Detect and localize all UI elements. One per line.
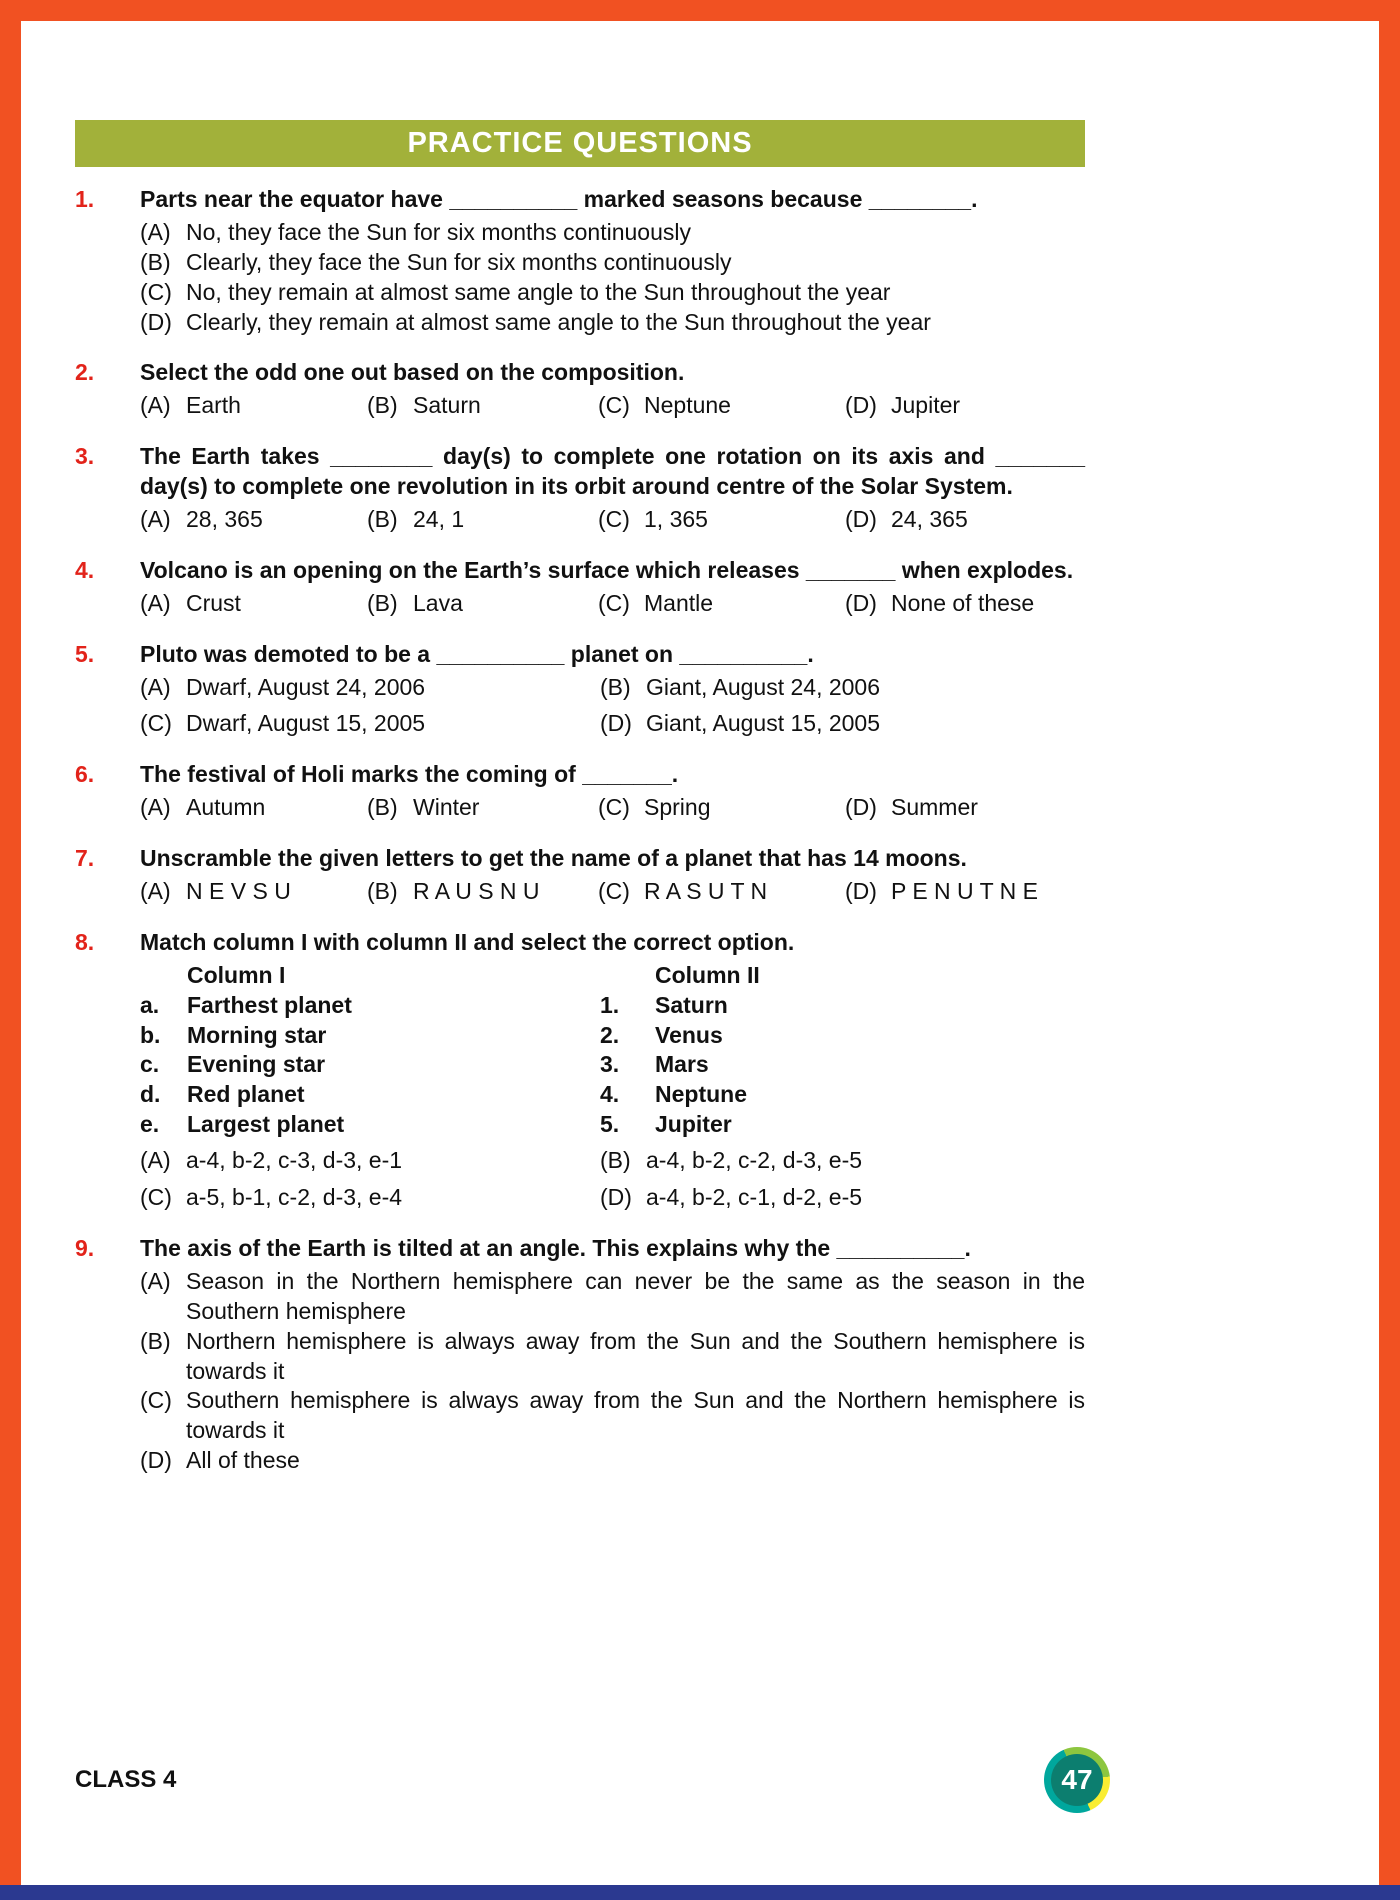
spacer (140, 961, 187, 991)
option-label: (D) (845, 589, 877, 616)
page-number: 47 (1061, 1764, 1093, 1795)
option-label: (A) (140, 1267, 171, 1294)
question (75, 358, 1085, 421)
option-label: (C) (140, 278, 172, 305)
page-footer (75, 1747, 1110, 1813)
option-text: R A S U T N (644, 878, 768, 905)
section-header: PRACTICE QUESTIONS (75, 120, 1085, 167)
option (140, 391, 367, 421)
match-text: Saturn (655, 991, 728, 1018)
option (140, 877, 367, 907)
match-text: Morning star (187, 1021, 327, 1048)
question-text: Parts near the equator have __________ marked seasons because ________. (140, 186, 978, 212)
options (140, 1267, 1085, 1476)
option (140, 709, 600, 739)
match-col2-header: Column II (655, 961, 760, 988)
match-text: Mars (655, 1051, 709, 1078)
class-label: CLASS 4 (75, 1766, 177, 1793)
option-label: (D) (140, 1447, 172, 1474)
option (140, 1327, 1085, 1387)
option (845, 391, 1085, 421)
option-text: Southern hemisphere is always away from the Sun and the Northern hemisphere is towards it (186, 1387, 1085, 1444)
match-text: Venus (655, 1021, 723, 1048)
option-text: All of these (186, 1447, 300, 1474)
option-text: N E V S U (186, 878, 291, 905)
option (140, 793, 367, 823)
match-key: a. (140, 991, 160, 1018)
option-label: (C) (598, 392, 630, 419)
option (140, 1386, 1085, 1446)
option (598, 793, 845, 823)
question-body (140, 556, 1085, 619)
match-table (140, 961, 1085, 1140)
option (600, 709, 1085, 739)
question-number: 3. (75, 443, 95, 470)
option-text: Summer (891, 794, 978, 821)
option-text: Season in the Northern hemisphere can never be the same as the season in the Southern hemisphere (186, 1267, 1085, 1324)
option (140, 308, 1085, 338)
option-label: (D) (140, 308, 172, 335)
paper (21, 21, 1379, 1885)
option-label: (D) (600, 1184, 632, 1211)
match-key: b. (140, 1021, 161, 1048)
option-label: (C) (598, 589, 630, 616)
match-key: e. (140, 1111, 160, 1138)
option-text: a-4, b-2, c-3, d-3, e-1 (186, 1147, 403, 1174)
question-text: Pluto was demoted to be a __________ planet on __________. (140, 640, 814, 667)
question (75, 442, 1085, 535)
option-text: Saturn (413, 392, 481, 419)
option-text: Winter (413, 794, 480, 821)
question (75, 928, 1085, 1213)
option-label: (A) (140, 878, 171, 905)
option-label: (A) (140, 218, 171, 245)
question-body (140, 1234, 1085, 1476)
option-text: Neptune (644, 392, 731, 419)
option (367, 877, 598, 907)
page-number-badge (1051, 1754, 1103, 1806)
option-label: (B) (600, 1147, 631, 1174)
option-label: (B) (367, 794, 398, 821)
question-text: The axis of the Earth is tilted at an angle. This explains why the __________. (140, 1234, 971, 1261)
options (140, 391, 1085, 421)
option (600, 673, 1085, 703)
question (75, 556, 1085, 619)
option (367, 589, 598, 619)
option (598, 877, 845, 907)
option-text: None of these (891, 589, 1035, 616)
question (75, 1234, 1085, 1476)
options (140, 673, 1085, 740)
option (140, 218, 1085, 248)
question-body (140, 844, 1085, 907)
option (140, 1146, 600, 1176)
option (367, 391, 598, 421)
question-number: 9. (75, 1234, 95, 1261)
question (75, 185, 1085, 337)
options (140, 1146, 1085, 1213)
option (140, 1267, 1085, 1327)
option (598, 589, 845, 619)
match-key: 3. (600, 1051, 620, 1078)
option (140, 1183, 600, 1213)
question-body (140, 760, 1085, 823)
match-key: 2. (600, 1021, 620, 1048)
option (140, 589, 367, 619)
option-text: No, they face the Sun for six months continuously (186, 218, 691, 245)
option-label: (A) (140, 392, 171, 419)
option (367, 505, 598, 535)
option-text: a-5, b-1, c-2, d-3, e-4 (186, 1184, 403, 1211)
option-text: Dwarf, August 24, 2006 (186, 673, 426, 700)
question-body (140, 185, 1085, 337)
match-text: Red planet (187, 1081, 305, 1108)
option-label: (C) (598, 794, 630, 821)
match-key: 1. (600, 991, 620, 1018)
option-label: (D) (845, 506, 877, 533)
option-text: Lava (413, 589, 463, 616)
option-text: Giant, August 24, 2006 (646, 673, 881, 700)
option-label: (B) (367, 506, 398, 533)
option-text: R A U S N U (413, 878, 540, 905)
option (140, 248, 1085, 278)
question-number: 7. (75, 845, 95, 872)
match-text: Evening star (187, 1051, 326, 1078)
option-label: (A) (140, 589, 171, 616)
question-text: Unscramble the given letters to get the name of a planet that has 14 moons. (140, 845, 967, 872)
option-label: (A) (140, 673, 171, 700)
question-body (140, 358, 1085, 421)
option-text: Clearly, they remain at almost same angle to the Sun throughout the year (186, 308, 931, 335)
question-number: 5. (75, 640, 95, 667)
option (600, 1146, 1085, 1176)
option-text: Giant, August 15, 2005 (646, 710, 881, 737)
option (140, 673, 600, 703)
question (75, 844, 1085, 907)
options (140, 589, 1085, 619)
option (845, 589, 1085, 619)
option-label: (B) (600, 673, 631, 700)
options (140, 505, 1085, 535)
option-text: a-4, b-2, c-1, d-2, e-5 (646, 1184, 863, 1211)
question-text: The festival of Holi marks the coming of _______. (140, 761, 679, 788)
option-text: Earth (186, 392, 241, 419)
option-text: Jupiter (891, 392, 961, 419)
option-text: Spring (644, 794, 711, 821)
option-label: (B) (140, 248, 171, 275)
option-text: P E N U T N E (891, 878, 1038, 905)
publisher-logo (1044, 1747, 1110, 1813)
option-text: 24, 365 (891, 506, 968, 533)
option-text: No, they remain at almost same angle to the Sun throughout the year (186, 278, 891, 305)
question-text: Volcano is an opening on the Earth’s surface which releases _______ when explodes. (140, 556, 1074, 583)
bottom-border-bar (0, 1885, 1400, 1900)
option (598, 505, 845, 535)
question-number: 2. (75, 359, 95, 386)
match-col1-header: Column I (187, 961, 286, 988)
option-label: (B) (367, 589, 398, 616)
option-label: (C) (140, 1387, 172, 1414)
option-label: (C) (598, 878, 630, 905)
option-text: Mantle (644, 589, 714, 616)
question-number: 4. (75, 556, 95, 583)
question (75, 760, 1085, 823)
option-text: 28, 365 (186, 506, 263, 533)
question-body (140, 928, 1085, 1213)
question-text: The Earth takes ________ day(s) to complete one rotation on its axis and _______ day(s) to complete one revolution in its orbit around centre of the Solar System. (140, 443, 1085, 500)
option-text: a-4, b-2, c-2, d-3, e-5 (646, 1147, 863, 1174)
option-label: (A) (140, 506, 171, 533)
option (600, 1183, 1085, 1213)
option-text: Northern hemisphere is always away from the Sun and the Southern hemisphere is towards it (186, 1327, 1085, 1384)
match-text: Jupiter (655, 1111, 732, 1138)
spacer (600, 961, 655, 991)
option (367, 793, 598, 823)
option-label: (B) (367, 392, 398, 419)
option-text: Dwarf, August 15, 2005 (186, 710, 426, 737)
match-key: d. (140, 1081, 161, 1108)
match-text: Neptune (655, 1081, 747, 1108)
options (140, 877, 1085, 907)
option-text: Autumn (186, 794, 266, 821)
option (845, 505, 1085, 535)
question-number: 1. (75, 186, 95, 212)
question-body (140, 640, 1085, 740)
match-text: Largest planet (187, 1111, 345, 1138)
question-body (140, 442, 1085, 535)
match-key: c. (140, 1051, 160, 1078)
option-label: (D) (845, 794, 877, 821)
option (140, 1446, 1085, 1476)
options (140, 218, 1085, 338)
option (598, 391, 845, 421)
question (75, 640, 1085, 740)
option (140, 505, 367, 535)
option-label: (C) (140, 710, 172, 737)
question-number: 8. (75, 928, 95, 955)
match-text: Farthest planet (187, 991, 352, 1018)
option-text: 24, 1 (413, 506, 465, 533)
question-text: Select the odd one out based on the composition. (140, 359, 685, 386)
option-label: (C) (598, 506, 630, 533)
match-key: 5. (600, 1111, 620, 1138)
option-text: Crust (186, 589, 241, 616)
option-text: Clearly, they face the Sun for six months continuously (186, 248, 732, 275)
option-label: (A) (140, 1147, 171, 1174)
question-text: Match column I with column II and select the correct option. (140, 928, 795, 955)
option-label: (D) (600, 710, 632, 737)
option (140, 278, 1085, 308)
option-label: (C) (140, 1184, 172, 1211)
option-label: (D) (845, 878, 877, 905)
option-text: 1, 365 (644, 506, 708, 533)
option (845, 877, 1085, 907)
content-column (75, 120, 1085, 1497)
option (845, 793, 1085, 823)
question-number: 6. (75, 761, 95, 788)
option-label: (D) (845, 392, 877, 419)
options (140, 793, 1085, 823)
match-key: 4. (600, 1081, 620, 1108)
option-label: (A) (140, 794, 171, 821)
option-label: (B) (367, 878, 398, 905)
option-label: (B) (140, 1327, 171, 1354)
